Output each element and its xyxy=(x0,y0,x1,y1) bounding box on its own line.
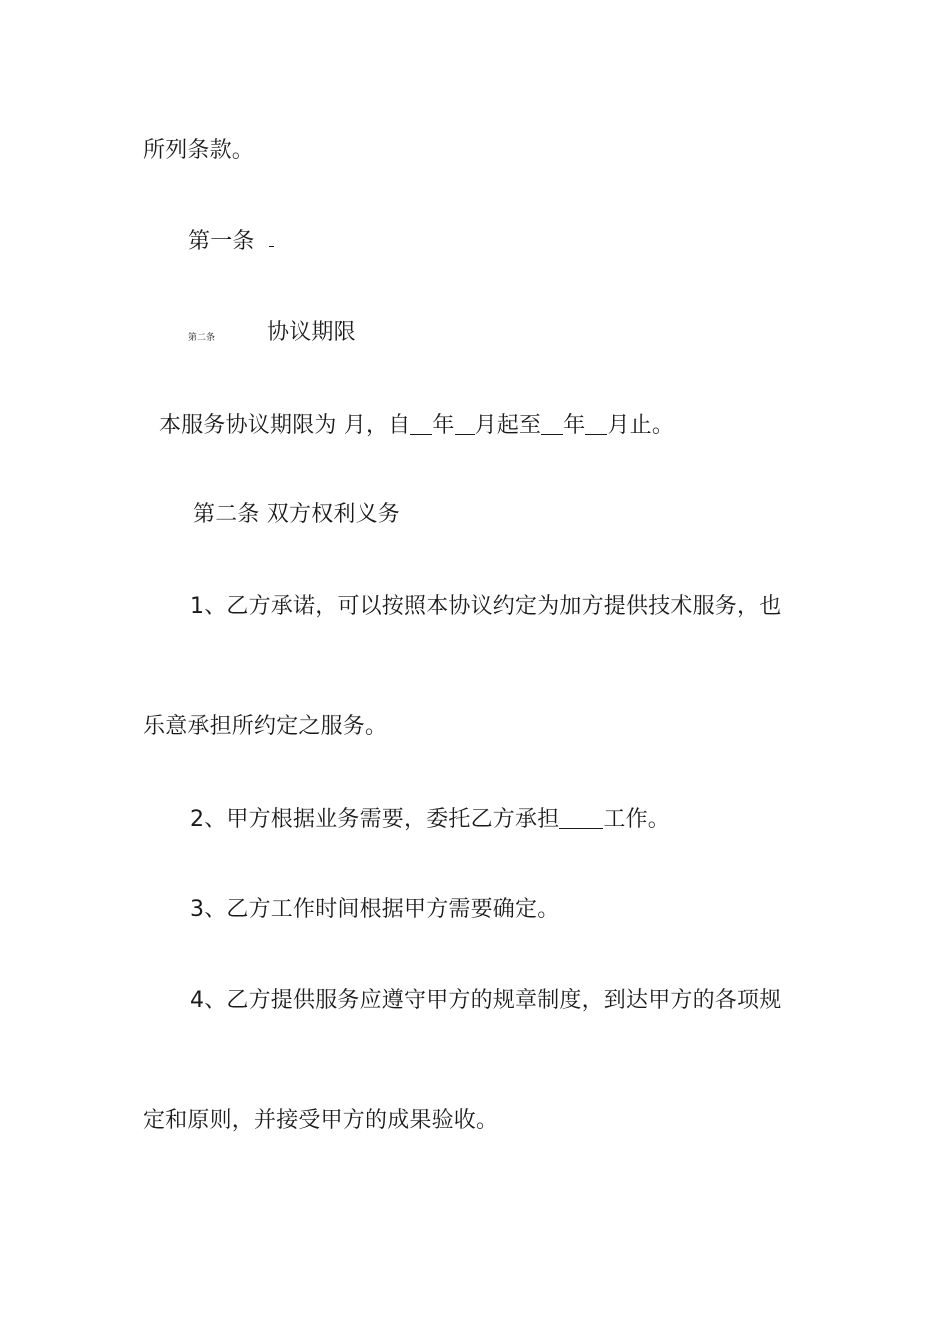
item-3-text: 3、乙方工作时间根据甲方需要确定。 xyxy=(190,897,560,922)
blank-end-year xyxy=(541,412,563,435)
item-4-line-1 xyxy=(190,986,781,1016)
term-text-2: 月，自 xyxy=(343,413,411,438)
item-1-text-a: 1、乙方承诺，可以按照本协议约定为加方提供技术服务，也 xyxy=(190,594,782,619)
term-text-6: 月止。 xyxy=(607,413,675,438)
blank-start-year xyxy=(410,412,432,435)
article-1-label: 第一条 xyxy=(188,229,255,254)
clause-continuation xyxy=(143,136,254,166)
dash-mark xyxy=(269,246,274,247)
blank-start-month xyxy=(455,412,475,435)
blank-work-type xyxy=(559,806,603,829)
term-text-1: 本服务协议期限为 xyxy=(159,413,337,438)
item-2-text-a: 2、甲方根据业务需要，委托乙方承担 xyxy=(190,807,560,832)
section-heading xyxy=(267,318,356,348)
item-4-text-b: 定和原则，并接受甲方的成果验收。 xyxy=(143,1108,499,1133)
term-paragraph xyxy=(159,409,674,441)
term-text-3: 年 xyxy=(432,413,455,438)
item-3 xyxy=(190,895,559,925)
article-2-heading xyxy=(193,500,400,530)
term-text-4: 月起至 xyxy=(474,413,542,438)
blank-end-month xyxy=(585,412,607,435)
item-1-text-b: 乐意承担所约定之服务。 xyxy=(143,714,388,739)
item-2 xyxy=(190,803,670,835)
item-1-line-2 xyxy=(143,712,387,742)
item-4-text-a: 4、乙方提供服务应遵守甲方的规章制度，到达甲方的各项规 xyxy=(190,988,782,1013)
item-4-line-2 xyxy=(143,1106,498,1136)
clause-continuation-text: 所列条款。 xyxy=(143,138,255,163)
article-1-heading xyxy=(188,227,274,257)
item-1-line-1 xyxy=(190,592,781,622)
term-text-5: 年 xyxy=(563,413,586,438)
section-heading-text: 协议期限 xyxy=(267,320,356,345)
small-article-label xyxy=(188,332,215,344)
small-article-label-text: 第二条 xyxy=(188,333,216,343)
item-2-text-b: 工作。 xyxy=(603,807,671,832)
article-2-heading-text: 第二条 双方权利义务 xyxy=(193,502,400,527)
